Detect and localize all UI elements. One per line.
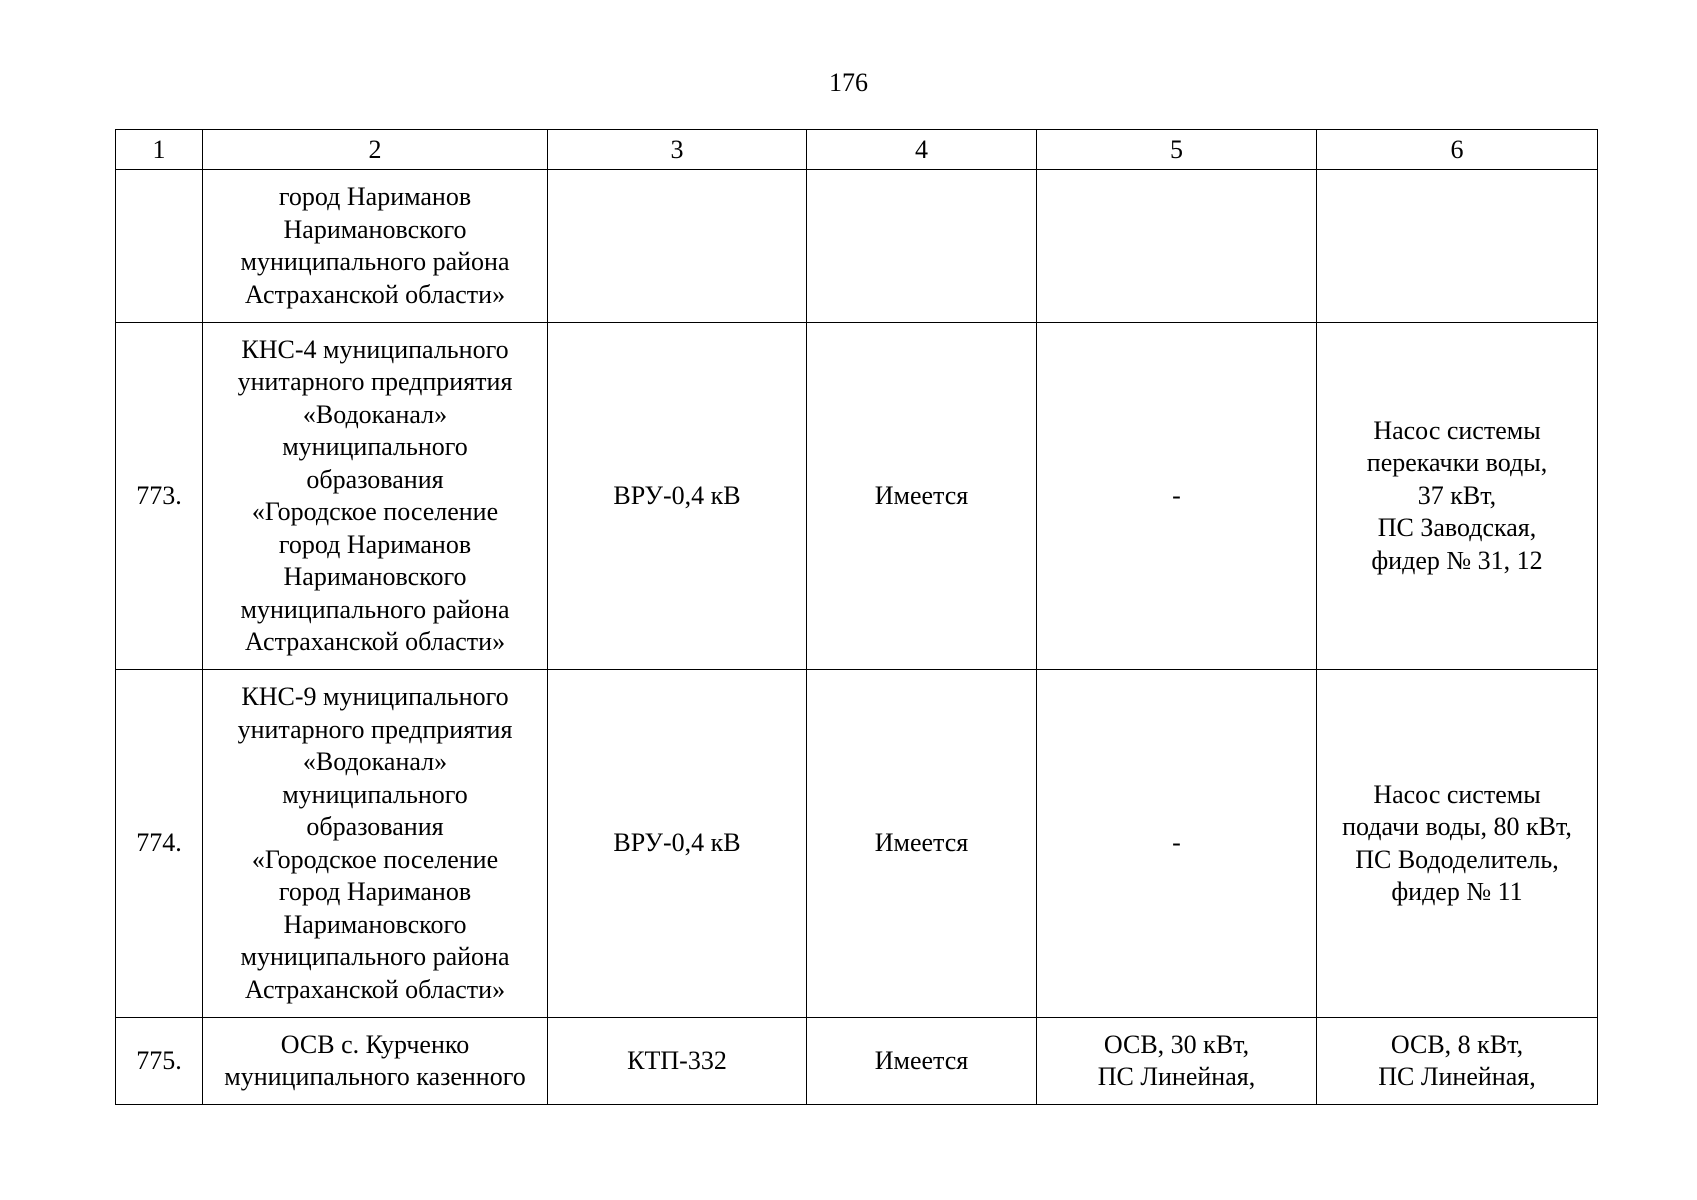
object-name-line: Астраханской области» [244,627,506,656]
header-cell-2: 2 [203,130,548,170]
column-6-line: ПС Вододелитель, [1355,844,1559,874]
object-name-line: город Нариманов [278,182,472,211]
column-6-line: ОСВ, 8 кВт, [1390,1029,1524,1059]
column-6-line: подачи воды, 80 кВт, [1342,812,1572,841]
table-row [116,170,1598,323]
object-name-line: муниципального [282,779,468,809]
header-cell-3: 3 [548,130,807,170]
column-6-line: ПС Заводская, [1377,513,1537,543]
object-name-line: муниципального района [240,247,510,276]
column-5-line: - [1172,480,1181,510]
object-name-line: унитарного предприятия [237,714,513,744]
object-name-line: Наримановского [283,562,467,591]
row-number-cell: 773. [116,323,203,670]
object-name-line: унитарного предприятия [237,367,513,396]
object-name-line: ОСВ с. Курченко [280,1029,470,1059]
object-name-line: образования [306,812,444,841]
object-name-line: муниципального района [240,942,510,971]
column-5-cell [1037,170,1317,323]
object-name-line: Наримановского [283,214,467,244]
object-name-line: образования [306,464,444,494]
column-5-cell [1037,1018,1317,1105]
table-header-row [116,130,1598,170]
availability-cell: Имеется [807,670,1037,1018]
column-6-line: Насос системы [1373,779,1541,809]
column-5-line: ОСВ, 30 кВт, [1103,1029,1250,1059]
device-cell: ВРУ-0,4 кВ [548,323,807,670]
table-row [116,323,1598,670]
page-number: 176 [829,68,868,97]
object-name-line: «Городское поселение [251,844,499,874]
column-6-line: перекачки воды, [1366,448,1548,478]
column-5-cell [1037,323,1317,670]
table-row [116,1018,1598,1105]
row-number-cell: 774. [116,670,203,1018]
column-5-line: - [1172,828,1181,858]
document-table [115,129,1598,1105]
device-cell: ВРУ-0,4 кВ [548,670,807,1018]
row-number-cell [116,170,203,323]
object-name-line: муниципального района [240,594,510,624]
object-name-cell [203,670,548,1018]
column-6-cell [1317,670,1598,1018]
object-name-line: КНС-9 муниципального [241,682,509,711]
column-5-cell [1037,670,1317,1018]
object-name-line: город Нариманов [278,877,472,906]
object-name-cell [203,170,548,323]
column-6-line: фидер № 11 [1391,877,1523,906]
row-number-cell: 775. [116,1018,203,1105]
object-name-cell [203,323,548,670]
column-6-line: 37 кВт, [1417,480,1497,510]
column-6-cell [1317,1018,1598,1105]
object-name-cell [203,1018,548,1105]
column-6-line: ПС Линейная, [1378,1062,1536,1091]
column-6-cell [1317,170,1598,323]
object-name-line: Наримановского [283,909,467,939]
availability-cell [807,170,1037,323]
object-name-line: «Водоканал» [302,747,448,776]
column-6-line: Насос системы [1373,415,1541,445]
availability-cell: Имеется [807,1018,1037,1105]
object-name-line: муниципального [282,432,468,461]
object-name-line: Астраханской области» [244,279,506,309]
object-name-line: Астраханской области» [244,974,506,1004]
header-cell-5: 5 [1037,130,1317,170]
object-name-line: КНС-4 муниципального [241,334,509,364]
column-6-cell [1317,323,1598,670]
object-name-line: город Нариманов [278,529,472,559]
header-cell-4: 4 [807,130,1037,170]
header-cell-6: 6 [1317,130,1598,170]
column-5-line: ПС Линейная, [1097,1062,1256,1091]
object-name-line: «Водоканал» [302,399,448,429]
device-cell [548,170,807,323]
table-row [116,670,1598,1018]
device-cell: КТП-332 [548,1018,807,1105]
object-name-line: «Городское поселение [251,497,499,526]
column-6-line: фидер № 31, 12 [1371,545,1543,575]
header-cell-1: 1 [116,130,203,170]
availability-cell: Имеется [807,323,1037,670]
object-name-line: муниципального казенного [224,1062,526,1091]
